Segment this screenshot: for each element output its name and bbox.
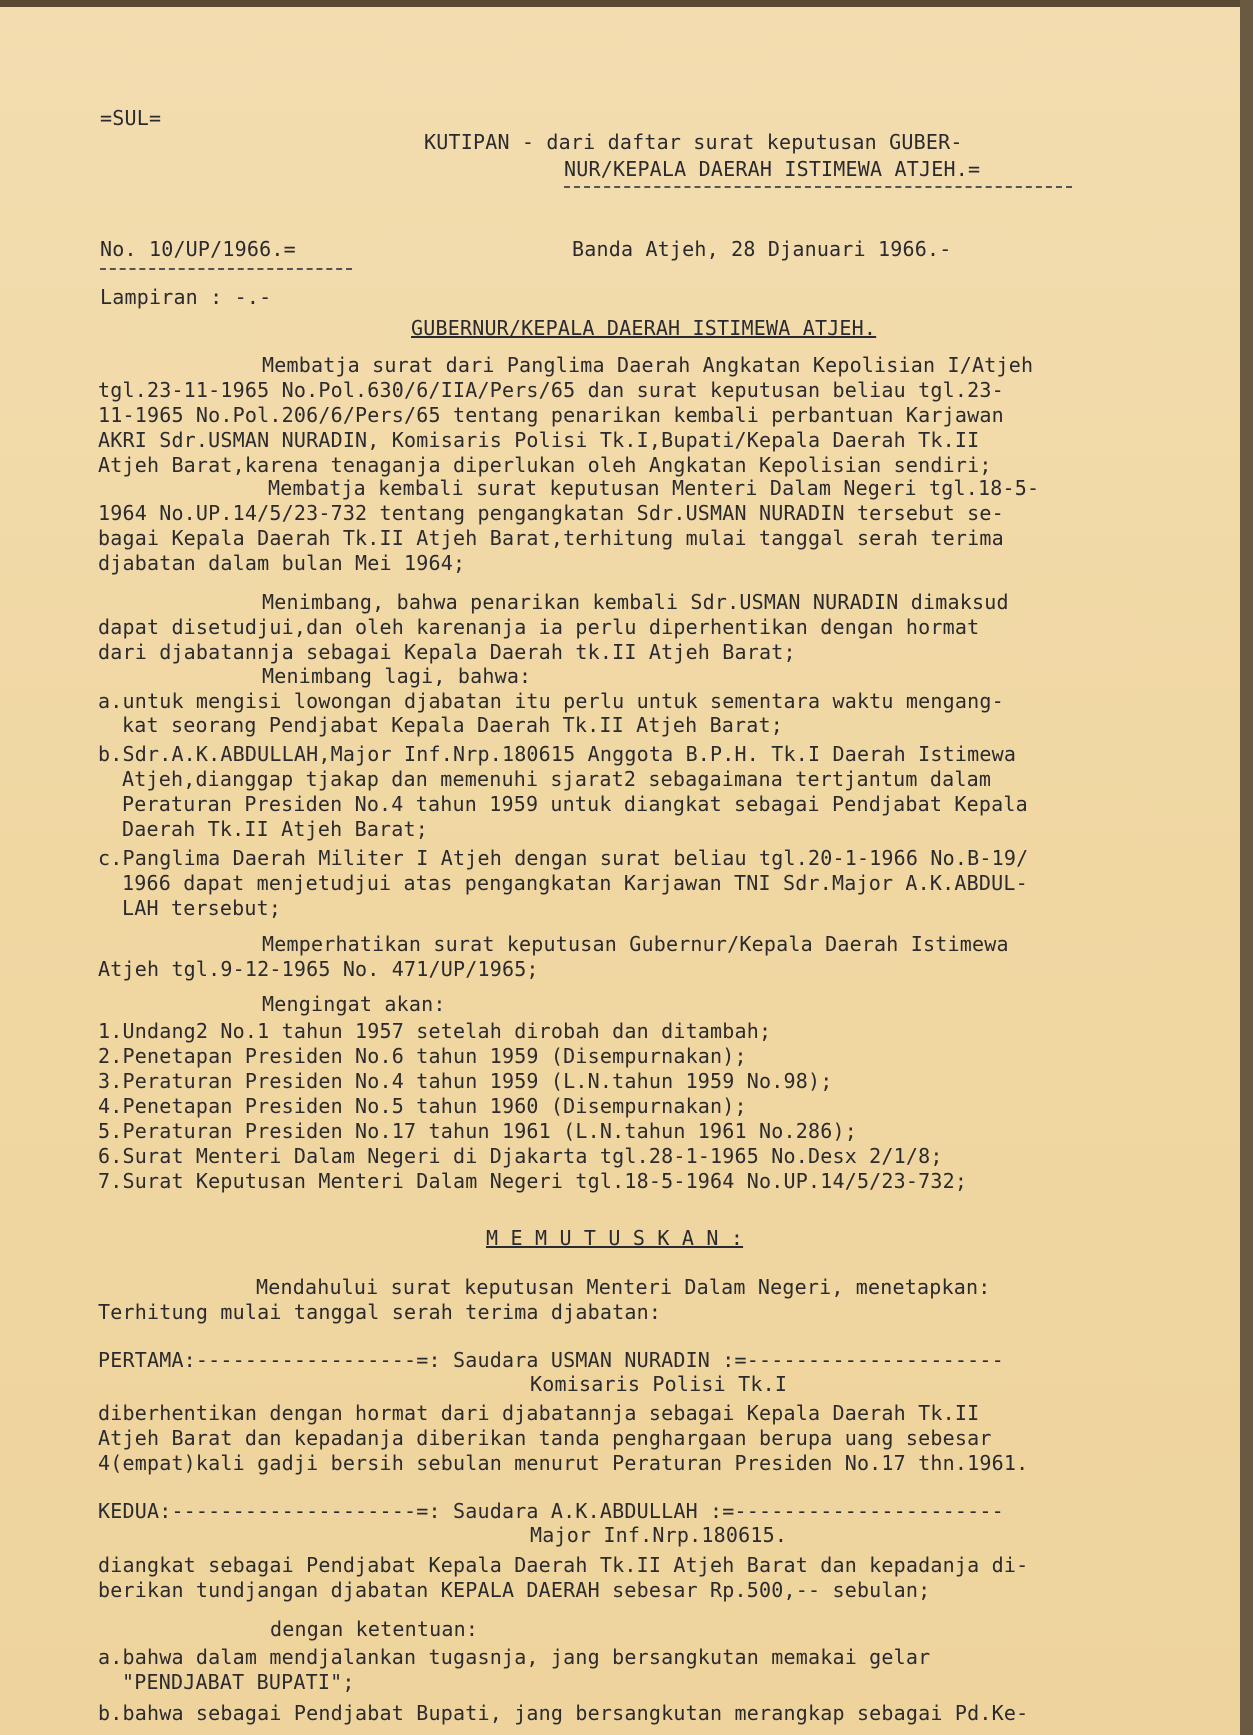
provision-item: b.bahwa sebagai Pendjabat Bupati, jang bersangkutan merangkap sebagai Pd.Ke- (98, 1701, 1029, 1725)
body-line: berikan tundjangan djabatan KEPALA DAERAH sebesar Rp.500,-- sebulan; (98, 1578, 931, 1602)
decision-heading: M E M U T U S K A N : (486, 1226, 744, 1250)
considering-item: 4.Penetapan Presiden No.5 tahun 1960 (Disempurnakan); (98, 1094, 747, 1118)
number-underline (100, 268, 352, 270)
title-line-1: KUTIPAN - dari daftar surat keputusan GUBER- (424, 130, 963, 154)
body-line: Atjeh Barat dan kepadanja diberikan tanda penghargaan berupa uang sebesar (98, 1426, 992, 1450)
body-line: Atjeh tgl.9-12-1965 No. 471/UP/1965; (98, 957, 539, 981)
body-line: bagai Kepala Daerah Tk.II Atjeh Barat,terhitung mulai tanggal serah terima (98, 526, 1004, 550)
body-line: Menimbang lagi, bahwa: (262, 664, 532, 688)
article-second: KEDUA:--------------------=: Saudara A.K.ABDULLAH :=---------------------- (98, 1499, 1004, 1523)
body-line: tgl.23-11-1965 No.Pol.630/6/IIA/Pers/65 dan surat keputusan beliau tgl.23- (98, 378, 1004, 402)
body-line: c.Panglima Daerah Militer I Atjeh dengan surat beliau tgl.20-1-1966 No.B-19/ (98, 846, 1029, 870)
body-line: b.Sdr.A.K.ABDULLAH,Major Inf.Nrp.180615 Anggota B.P.H. Tk.I Daerah Istimewa (98, 742, 1017, 766)
body-line: 1964 No.UP.14/5/23-732 tentang pengangkatan Sdr.USMAN NURADIN tersebut se- (98, 501, 1004, 525)
body-line: AKRI Sdr.USMAN NURADIN, Komisaris Polisi Tk.I,Bupati/Kepala Daerah Tk.II (98, 428, 980, 452)
considering-item: 1.Undang2 No.1 tahun 1957 setelah dirobah dan ditambah; (98, 1019, 772, 1043)
body-line: Menimbang, bahwa penarikan kembali Sdr.USMAN NURADIN dimaksud (262, 590, 1009, 614)
scan-right-edge (1240, 0, 1253, 1735)
body-line: Peraturan Presiden No.4 tahun 1959 untuk diangkat sebagai Pendjabat Kepala (122, 792, 1028, 816)
document-code: =SUL= (100, 106, 162, 130)
body-line: 1966 dapat menjetudjui atas pengangkatan Karjawan TNI Sdr.Major A.K.ABDUL- (122, 871, 1028, 895)
body-line: LAH tersebut; (122, 896, 282, 920)
body-line: Mengingat akan: (262, 992, 446, 1016)
letter-number: No. 10/UP/1966.= (100, 237, 296, 261)
provision-item: a.bahwa dalam mendjalankan tugasnja, jang bersangkutan memakai gelar (98, 1645, 931, 1669)
body-line: Mendahului surat keputusan Menteri Dalam Negeri, menetapkan: (256, 1275, 991, 1299)
body-line: dapat disetudjui,dan oleh karenanja ia perlu diperhentikan dengan hormat (98, 615, 980, 639)
body-line: Membatja kembali surat keputusan Menteri Dalam Negeri tgl.18-5- (268, 476, 1040, 500)
body-line: Terhitung mulai tanggal serah terima djabatan: (98, 1300, 662, 1324)
place-date: Banda Atjeh, 28 Djanuari 1966.- (572, 237, 952, 261)
body-line: 11-1965 No.Pol.206/6/Pers/65 tentang penarikan kembali perbantuan Karjawan (98, 403, 1004, 427)
body-line: 4(empat)kali gadji bersih sebulan menurut Peraturan Presiden No.17 thn.1961. (98, 1451, 1029, 1475)
title-underline (564, 186, 1072, 188)
article-first: PERTAMA:------------------=: Saudara USMAN NURADIN :=--------------------- (98, 1348, 1004, 1372)
body-line: Atjeh Barat,karena tenaganja diperlukan oleh Angkatan Kepolisian sendiri; (98, 453, 992, 477)
body-line: djabatan dalam bulan Mei 1964; (98, 551, 466, 575)
title-line-2: NUR/KEPALA DAERAH ISTIMEWA ATJEH.= (564, 157, 981, 181)
body-line: Memperhatikan surat keputusan Gubernur/Kepala Daerah Istimewa (262, 932, 1009, 956)
body-line: Atjeh,dianggap tjakap dan memenuhi sjarat2 sebagaimana tertjantum dalam (122, 767, 992, 791)
body-line: diberhentikan dengan hormat dari djabatannja sebagai Kepala Daerah Tk.II (98, 1401, 980, 1425)
considering-item: 5.Peraturan Presiden No.17 tahun 1961 (L.N.tahun 1961 No.286); (98, 1119, 857, 1143)
body-line: Major Inf.Nrp.180615. (530, 1523, 788, 1547)
considering-item: 6.Surat Menteri Dalam Negeri di Djakarta tgl.28-1-1965 No.Desx 2/1/8; (98, 1144, 943, 1168)
body-line: Daerah Tk.II Atjeh Barat; (122, 817, 429, 841)
considering-item: 3.Peraturan Presiden No.4 tahun 1959 (L.N.tahun 1959 No.98); (98, 1069, 833, 1093)
lampiran: Lampiran : -.- (100, 285, 272, 309)
document-heading: GUBERNUR/KEPALA DAERAH ISTIMEWA ATJEH. (411, 316, 877, 340)
body-line: dengan ketentuan: (270, 1617, 479, 1641)
body-line: dari djabatannja sebagai Kepala Daerah tk.II Atjeh Barat; (98, 640, 796, 664)
body-line: Komisaris Polisi Tk.I (530, 1372, 788, 1396)
considering-item: 7.Surat Keputusan Menteri Dalam Negeri tgl.18-5-1964 No.UP.14/5/23-732; (98, 1169, 968, 1193)
body-line: diangkat sebagai Pendjabat Kepala Daerah Tk.II Atjeh Barat dan kepadanja di- (98, 1553, 1029, 1577)
scan-top-edge (0, 0, 1253, 7)
body-line: kat seorang Pendjabat Kepala Daerah Tk.II Atjeh Barat; (122, 713, 784, 737)
body-line: Membatja surat dari Panglima Daerah Angkatan Kepolisian I/Atjeh (262, 353, 1034, 377)
considering-item: 2.Penetapan Presiden No.6 tahun 1959 (Disempurnakan); (98, 1044, 747, 1068)
provision-item: "PENDJABAT BUPATI"; (122, 1670, 355, 1694)
body-line: a.untuk mengisi lowongan djabatan itu perlu untuk sementara waktu mengang- (98, 689, 1004, 713)
